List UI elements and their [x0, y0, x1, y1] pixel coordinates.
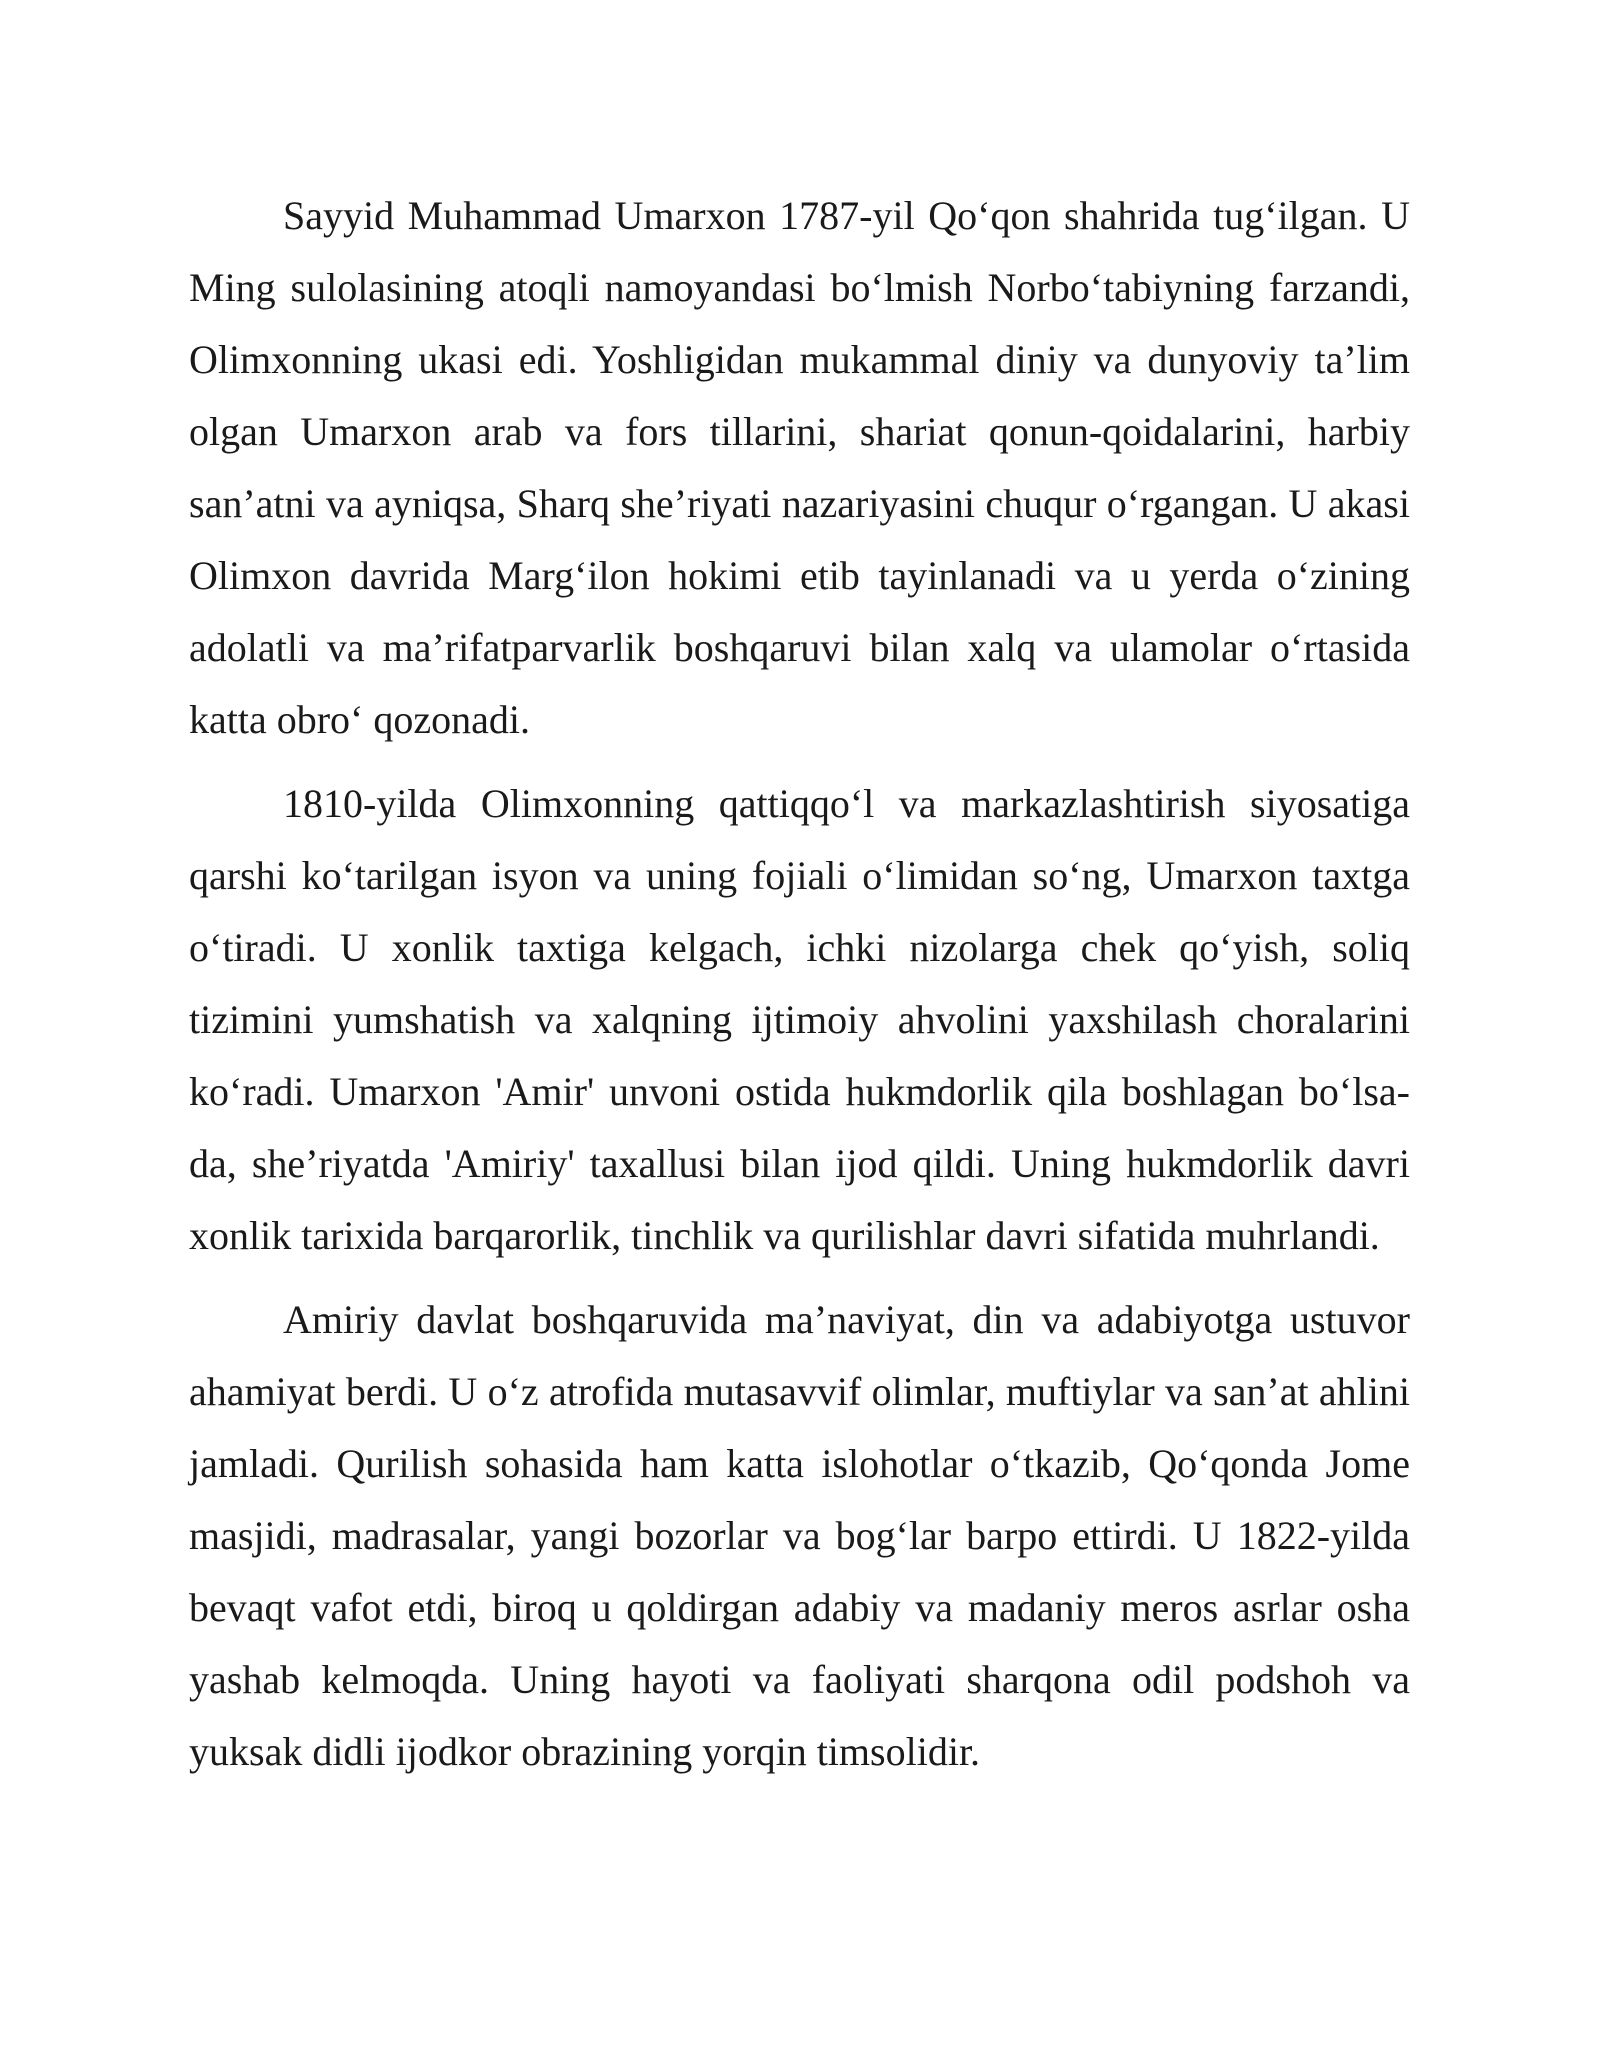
paragraph-2: 1810-yilda Olimxonning qattiqqo‘l va markazlashtirish siyosatiga qarshi ko‘tarilgan isyon va uning fojiali o‘limidan so‘ng, Umarxon taxtga o‘tiradi. U xonlik taxtiga kelgach, ichki nizolarga chek qo‘yish, soliq tizimini yumshatish va xalqning ijtimoiy ahvolini yaxshilash choralarini ko‘radi. Umarxon 'Amir' unvoni ostida hukmdorlik qila boshlagan bo‘lsa-da, she’riyatda 'Amiriy' taxallusi bilan ijod qildi. Uning hukmdorlik davri xonlik tarixida barqarorlik, tinchlik va qurilishlar davri sifatida muhrlandi. — [189, 781, 1410, 1258]
document-body — [189, 180, 1410, 1800]
paragraph-3: Amiriy davlat boshqaruvida ma’naviyat, din va adabiyotga ustuvor ahamiyat berdi. U o‘z atrofida mutasavvif olimlar, muftiylar va san’at ahlini jamladi. Qurilish sohasida ham katta islohotlar o‘tkazib, Qo‘qonda Jome masjidi, madrasalar, yangi bozorlar va bog‘lar barpo ettirdi. U 1822-yilda bevaqt vafot etdi, biroq u qoldirgan adabiy va madaniy meros asrlar osha yashab kelmoqda. Uning hayoti va faoliyati sharqona odil podshoh va yuksak didli ijodkor obrazining yorqin timsolidir. — [189, 1297, 1410, 1774]
paragraph-1: Sayyid Muhammad Umarxon 1787-yil Qo‘qon shahrida tug‘ilgan. U Ming sulolasining atoqli namoyandasi bo‘lmish Norbo‘tabiyning farzandi, Olimxonning ukasi edi. Yoshligidan mukammal diniy va dunyoviy ta’lim olgan Umarxon arab va fors tillarini, shariat qonun-qoidalarini, harbiy san’atni va ayniqsa, Sharq she’riyati nazariyasini chuqur o‘rgangan. U akasi Olimxon davrida Marg‘ilon hokimi etib tayinlanadi va u yerda o‘zining adolatli va ma’rifatparvarlik boshqaruvi bilan xalq va ulamolar o‘rtasida katta obro‘ qozonadi. — [189, 193, 1410, 742]
